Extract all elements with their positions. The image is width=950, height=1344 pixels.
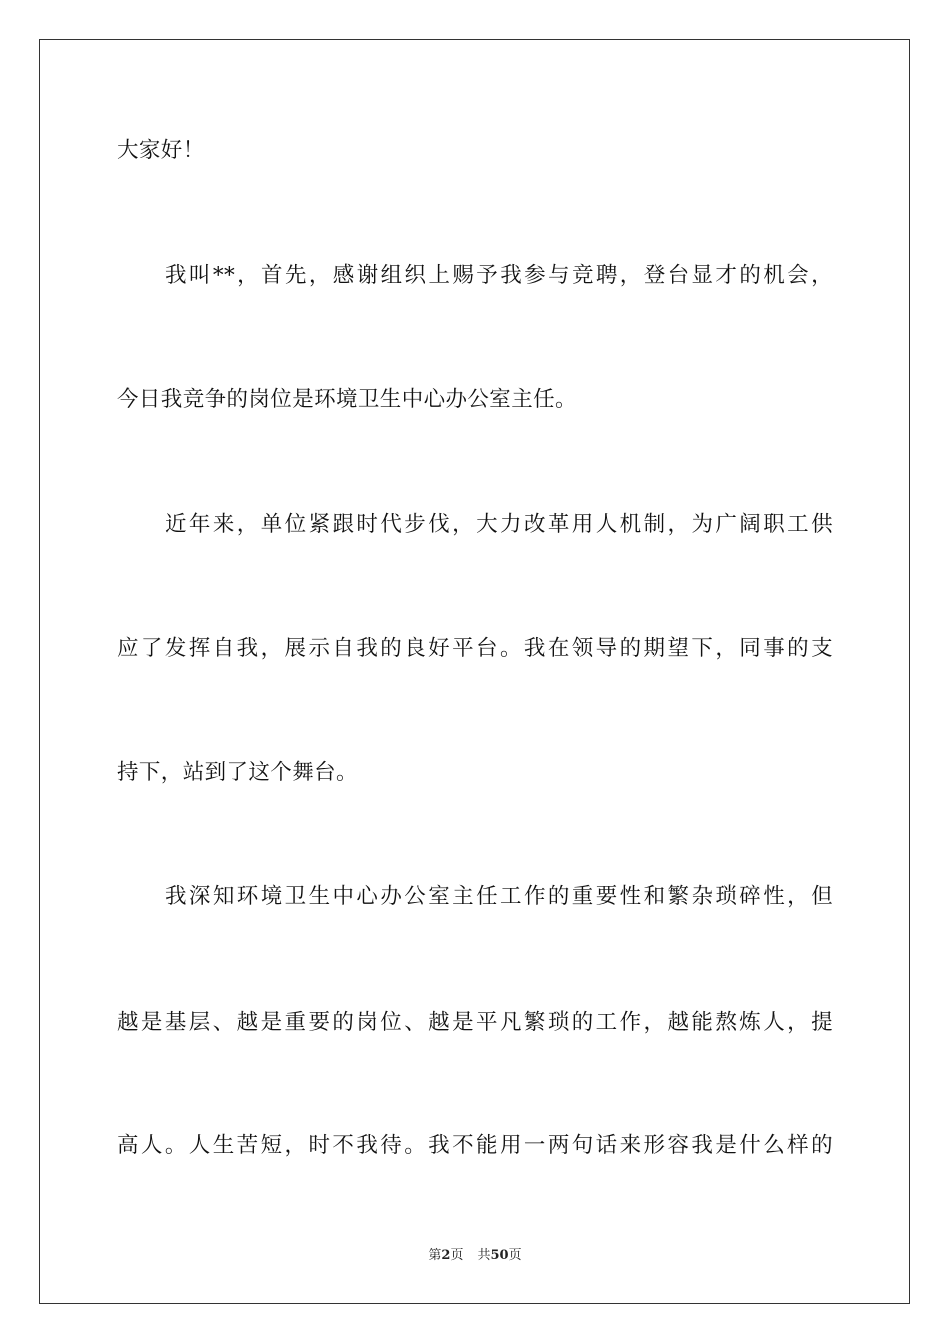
page-suffix: 页 — [450, 1248, 464, 1263]
total-suffix: 页 — [508, 1248, 522, 1263]
paragraph-line: 持下，站到了这个舞台。 — [117, 760, 358, 785]
paragraph-line: 我深知环境卫生中心办公室主任工作的重要性和繁杂琐碎性，但 — [165, 884, 833, 909]
page-border — [39, 39, 910, 1304]
page-footer — [0, 1247, 950, 1265]
paragraph-line: 近年来，单位紧跟时代步伐，大力改革用人机制，为广阔职工供 — [165, 512, 833, 537]
paragraph-line: 今日我竞争的岗位是环境卫生中心办公室主任。 — [117, 387, 577, 412]
paragraph-line: 应了发挥自我，展示自我的良好平台。我在领导的期望下，同事的支 — [117, 636, 833, 661]
total-pages-number: 50 — [490, 1248, 509, 1263]
paragraph-line: 高人。人生苦短，时不我待。我不能用一两句话来形容我是什么样的 — [117, 1133, 833, 1158]
total-prefix: 共 — [477, 1248, 491, 1263]
page-prefix: 第 — [428, 1248, 442, 1263]
paragraph-line: 我叫**，首先，感谢组织上赐予我参与竞聘，登台显才的机会， — [165, 263, 833, 288]
current-page-number: 2 — [441, 1248, 451, 1263]
paragraph-line: 越是基层、越是重要的岗位、越是平凡繁琐的工作，越能熬炼人，提 — [117, 1010, 833, 1035]
greeting-line: 大家好！ — [117, 138, 205, 163]
